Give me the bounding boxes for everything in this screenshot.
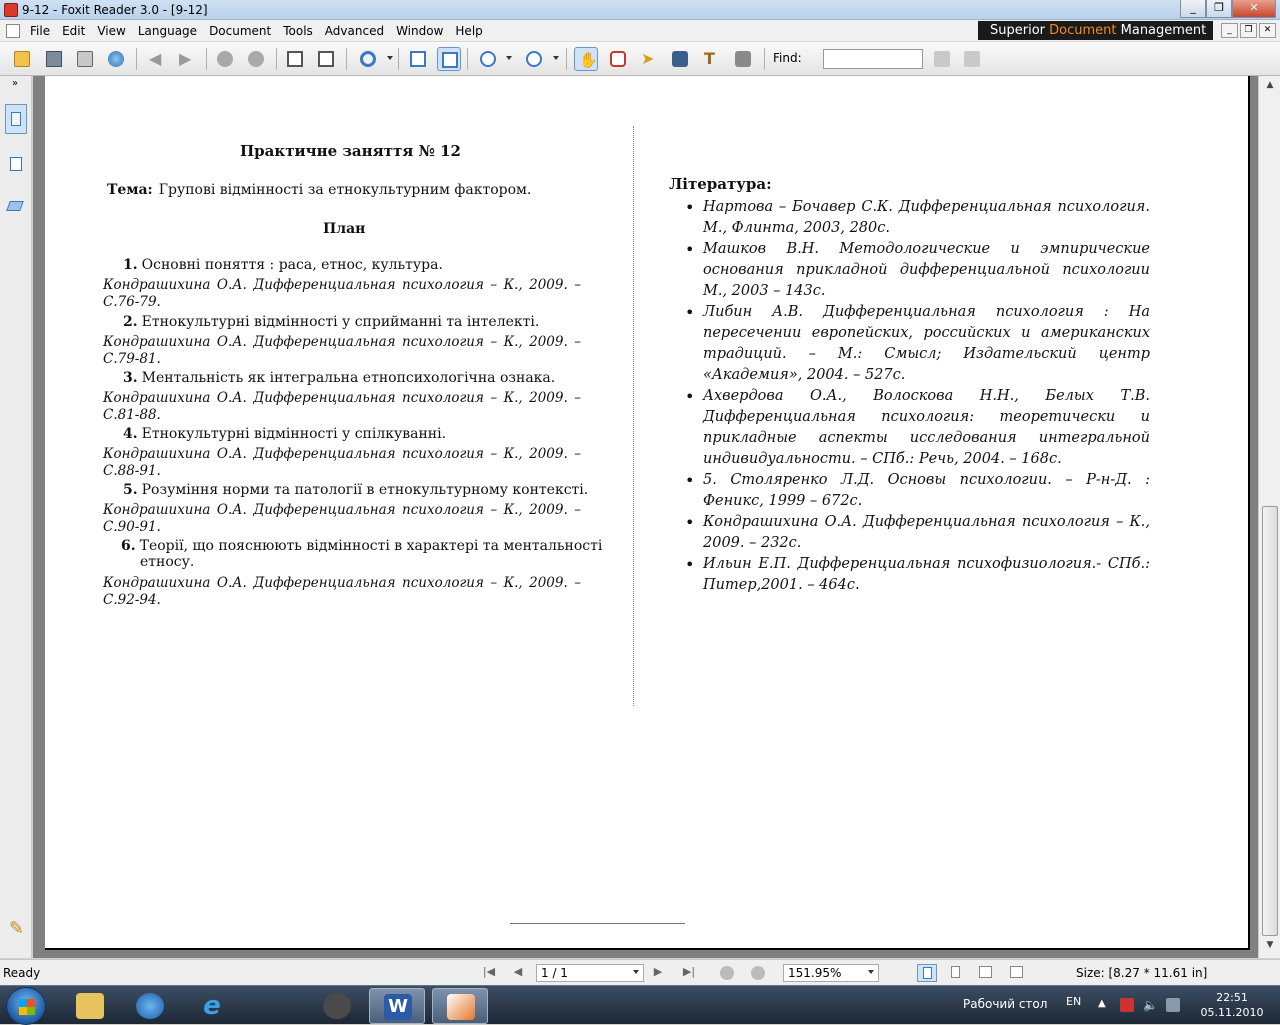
arrow-right-icon: ▶ [179,49,192,68]
select-tool-button[interactable] [637,47,661,71]
menu-edit[interactable]: Edit [62,24,86,38]
clock-date: 05.11.2010 [1200,1006,1264,1019]
open-button[interactable] [10,47,34,71]
page-number: 1 / 1 [541,966,568,980]
reference-pages: С.92-94. [103,592,161,608]
zoom-level-field[interactable] [783,964,879,982]
scroll-thumb[interactable] [1262,506,1278,936]
zoom-in-dropdown-arrow[interactable] [553,56,559,60]
folder-icon [76,993,104,1019]
hand-icon: ✋ [579,51,598,69]
reference-line: Кондрашихина О.А. Дифференциальная психология – К., 2009. – [103,334,581,350]
item-number: 3. [123,370,138,386]
print-button[interactable] [73,47,97,71]
fit-width-icon [442,52,458,68]
close-button[interactable]: ✕ [1232,0,1276,18]
taskbar-butterfly-app[interactable] [309,988,365,1024]
doc-restore-button[interactable]: ❐ [1240,23,1257,38]
literature-item: • Либин А.В. Дифференциальная психология : На пересечении европейских, российских и американских традиций. – М.: Смысл; Издательский центр «Академия», 2004. – 527с. [685,302,1150,386]
plan-item [123,314,593,330]
item-text: Основні поняття : раса, етнос, культура. [141,257,443,273]
scroll-up-arrow[interactable]: ▲ [1266,80,1274,90]
item-text: Етнокультурні відмінності у сприйманні та інтелекті. [141,314,540,330]
email-button[interactable] [104,47,128,71]
floppy-icon [46,51,62,67]
pdf-page [45,76,1250,950]
page-number-field[interactable] [536,964,644,982]
item-text-continued: етносу. [140,554,195,570]
toolbar [0,42,1280,76]
layers-tab[interactable] [5,192,27,222]
menu-window[interactable]: Window [396,24,444,38]
language-indicator[interactable]: EN [1066,995,1082,1008]
theme-line [107,182,531,198]
attachments-tab[interactable] [5,914,27,944]
reference-line: Кондрашихина О.А. Дифференциальная психология – К., 2009. – [103,446,581,462]
plan-item [123,370,593,386]
item-reference [103,390,581,424]
next-view-button[interactable] [244,47,268,71]
brand-text-2: Document [1049,23,1117,38]
item-reference [103,277,581,311]
item-text: Ментальність як інтегральна етнопсихологічна ознака. [141,370,556,386]
plan-item [123,482,593,498]
zoom-dropdown-arrow[interactable] [387,56,393,60]
zoom-level-dropdown-arrow[interactable] [868,970,874,974]
literature-item: • Ахвердова О.А., Волоскова Н.Н., Белых Т.В. Дифференциальная психология: теоретически и прикладные аспекты исследования интегральной индивидуальности. – СПб.: Речь, 2004. – 168с. [685,386,1150,470]
printer-icon [77,51,93,67]
item-text: Етнокультурні відмінності у спілкуванні. [141,426,447,442]
literature-item: • Машков В.Н. Методологические и эмпирические основания прикладной дифференциальной психологии М., 2003 – 143с. [685,239,1150,302]
theme-label: Тема: [107,182,153,198]
layers-icon [6,201,24,211]
reference-line: Кондрашихина О.А. Дифференциальная психология – К., 2009. – [103,277,581,293]
item-reference [103,446,581,480]
folder-icon [14,51,30,67]
menu-file[interactable]: File [30,24,51,38]
reference-line: Кондрашихина О.А. Дифференциальная психология – К., 2009. – [103,390,581,406]
minimize-button[interactable]: _ [1180,0,1206,18]
item-reference [103,575,581,609]
bookmarks-tab[interactable] [5,104,27,134]
binoculars-icon [672,51,688,67]
literature-item: • Кондрашихина О.А. Дифференциальная психология – К., 2009. – 232с. [685,512,1150,554]
facing-icon [979,966,992,978]
reference-line: Кондрашихина О.А. Дифференциальная психология – К., 2009. – [103,575,581,591]
literature-item: • 5. Столяренко Л.Д. Основы психологии. – Р-н-Д. : Феникс, 1999 – 672с. [685,470,1150,512]
cursor-arrow-icon: ➤ [641,49,655,68]
item-number: 6. [121,538,136,554]
taskbar-explorer[interactable] [62,988,118,1024]
literature-item: • Нартова – Бочавер С.К. Дифференциальная психология. М., Флинта, 2003, 280с. [685,197,1150,239]
fit-width-button[interactable] [437,47,461,71]
single-page-view-button[interactable] [917,964,937,982]
item-number: 2. [123,314,138,330]
expand-panel-icon[interactable]: » [12,78,19,89]
select-text-button[interactable] [700,47,724,71]
item-number: 1. [123,257,138,273]
page-dropdown-arrow[interactable] [633,970,639,974]
plan-item [123,257,593,273]
forward-button[interactable] [175,47,199,71]
page-title: Практичне заняття № 12 [240,142,461,160]
plan-heading: План [323,221,366,237]
text-cursor-icon: T [704,49,715,68]
brand-text-3: Management [1116,23,1207,38]
menu-view[interactable]: View [97,24,126,38]
history-forward-button[interactable] [751,966,765,980]
find-input[interactable] [823,49,923,69]
doc-close-button[interactable]: ✕ [1259,23,1276,38]
window-controls [1180,0,1276,18]
literature-heading: Література: [669,175,772,193]
previous-view-button[interactable] [213,47,237,71]
reference-pages: С.90-91. [103,519,161,535]
volume-icon[interactable]: 🔈 [1143,998,1158,1012]
windows-logo-icon [19,999,35,1015]
menu-help[interactable]: Help [455,24,483,38]
zoom-out-button[interactable] [476,47,500,71]
bookmark-icon [11,112,21,126]
taskbar-app-blue[interactable] [122,988,178,1024]
find-next-button[interactable] [960,47,984,71]
rotate-left-icon [287,51,303,67]
save-button[interactable] [42,47,66,71]
find-next-icon [964,51,980,67]
menu-language[interactable]: Language [137,24,198,38]
title-bar [0,0,1280,20]
status-ready: Ready [3,966,41,980]
continuous-icon [951,966,960,978]
document-window-controls [1221,23,1276,38]
menu-tools[interactable]: Tools [283,24,313,38]
taskbar [0,985,1280,1024]
find-prev-icon [934,51,950,67]
find-label: Find: [773,51,802,65]
single-page-icon [923,967,932,979]
reference-pages: С.81-88. [103,407,161,423]
system-clock[interactable] [1196,990,1268,1020]
prev-page-button[interactable]: ◀ [513,965,523,978]
next-page-button[interactable]: ▶ [653,965,663,978]
maximize-button[interactable]: ❐ [1206,0,1232,18]
item-reference [103,502,581,536]
item-reference [103,334,581,368]
minus-circle-icon [480,51,496,67]
item-text: Розуміння норми та патології в етнокультурному контексті. [141,482,589,498]
butterfly-icon [323,993,351,1019]
clock-time: 22:51 [1216,991,1248,1004]
taskbar-foxit-reader[interactable] [432,988,488,1024]
find-previous-button[interactable] [930,47,954,71]
item-number: 5. [123,482,138,498]
document-icon[interactable] [6,24,20,38]
literature-list [685,197,1150,596]
loupe-tool-button[interactable] [606,47,630,71]
literature-item: • Ильин Е.П. Дифференциальная психофизиология.- СПб.: Питер,2001. – 464с. [685,554,1150,596]
item-number: 4. [123,426,138,442]
rotate-right-button[interactable] [314,47,338,71]
reference-pages: С.88-91. [103,463,161,479]
item-text: Теорії, що пояснюють відмінності в характері та ментальності [139,538,603,554]
plan-item [123,426,593,442]
desktop-toolbar-label[interactable]: Рабочий стол [963,997,1048,1011]
status-bar [0,959,1280,985]
action-center-icon[interactable] [1166,998,1180,1012]
brand-banner[interactable] [978,21,1213,40]
find-button[interactable] [668,47,692,71]
start-button[interactable] [6,987,46,1025]
plus-circle-icon [526,51,542,67]
taskbar-internet-explorer[interactable] [184,988,240,1024]
plan-item [121,538,603,570]
scroll-down-arrow[interactable]: ▼ [1266,940,1274,950]
zoom-in-button[interactable] [356,47,380,71]
circle-left-icon [217,51,233,67]
menu-advanced[interactable]: Advanced [324,24,385,38]
magnifier-icon [360,51,376,67]
reference-pages: С.76-79. [103,294,161,310]
continuous-facing-view-button[interactable] [1007,964,1027,982]
history-back-button[interactable] [720,966,734,980]
ie-icon: e [203,991,221,1021]
doc-minimize-button[interactable]: _ [1221,23,1238,38]
zoom-out-dropdown-arrow[interactable] [506,56,512,60]
foxit-icon [447,994,475,1020]
rotate-left-button[interactable] [283,47,307,71]
navigation-panel [0,76,32,958]
snapshot-button[interactable] [731,47,755,71]
back-button[interactable] [145,47,169,71]
globe-icon [108,51,124,67]
foxit-app-icon[interactable] [4,3,18,17]
thumbnails-icon [10,157,22,171]
hand-tool-button[interactable] [574,47,598,71]
continuous-view-button[interactable] [946,964,966,982]
zoom-in-small-button[interactable] [522,47,546,71]
triangle-app-icon [136,993,164,1019]
camera-icon [735,51,751,67]
vertical-scrollbar[interactable] [1258,76,1280,958]
reference-pages: С.79-81. [103,351,161,367]
facing-view-button[interactable] [976,964,996,982]
pages-tab[interactable] [5,150,27,180]
rotate-right-icon [318,51,334,67]
reference-line: Кондрашихина О.А. Дифференциальная психология – К., 2009. – [103,502,581,518]
paperclip-icon: ✎ [9,918,25,939]
show-hidden-icons-icon[interactable]: ▲ [1098,998,1106,1009]
word-icon: W [384,994,412,1020]
last-page-button[interactable]: ▶| [682,965,696,978]
taskbar-word[interactable] [369,988,425,1024]
continuous-facing-icon [1010,966,1023,978]
document-viewport[interactable] [33,76,1258,958]
circle-right-icon [248,51,264,67]
glasses-icon [610,51,626,67]
network-icon[interactable] [1120,998,1134,1012]
theme-text: Групові відмінності за етнокультурним фактором. [158,182,532,198]
fit-page-button[interactable] [406,47,430,71]
page-size-info: Size: [8.27 * 11.61 in] [1076,966,1208,980]
zoom-level: 151.95% [788,966,842,980]
window-title: 9-12 - Foxit Reader 3.0 - [9-12] [22,3,208,17]
brand-text-1: Superior [990,23,1050,38]
first-page-button[interactable]: |◀ [482,965,496,978]
fit-page-icon [410,51,426,67]
menu-document[interactable]: Document [209,24,272,38]
arrow-left-icon: ◀ [149,49,162,68]
